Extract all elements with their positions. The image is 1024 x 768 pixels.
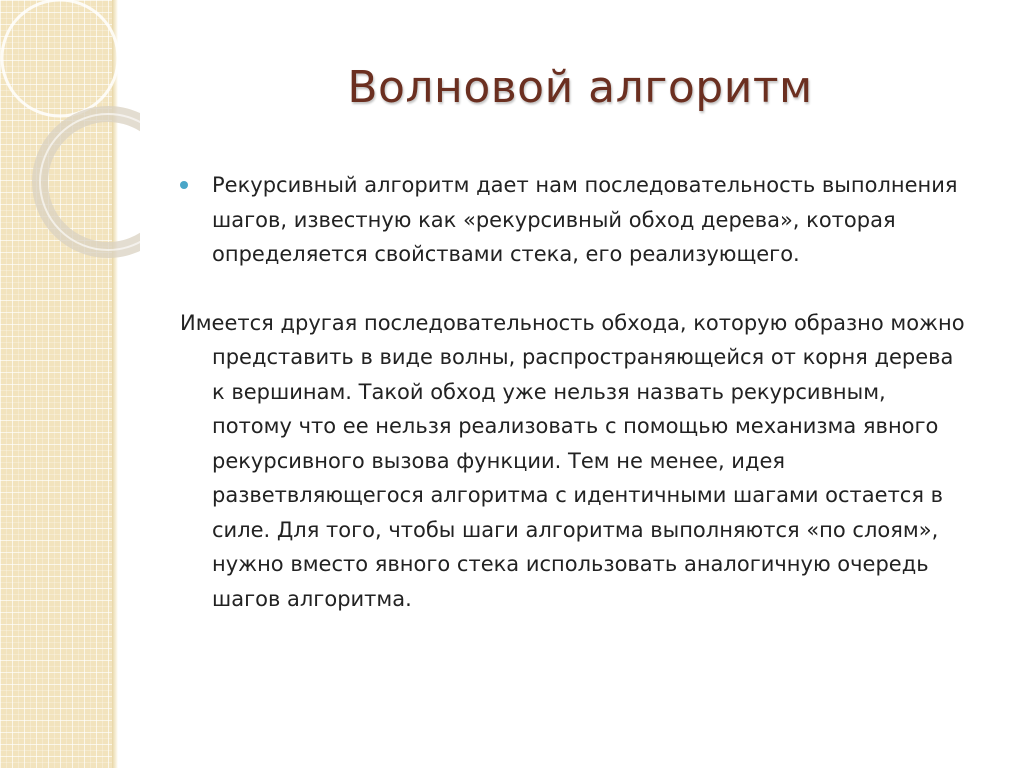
bullet-text: Рекурсивный алгоритм дает нам последовательность выполнения шагов, известную как «рекурсивный обход дерева», которая определяется свойствами стека, его реализующего.	[212, 173, 958, 266]
bullet-paragraph	[180, 168, 970, 272]
body-paragraph	[180, 306, 970, 617]
decorative-rings-icon	[0, 0, 140, 260]
body-text: Имеется другая последовательность обхода, которую образно можно представить в виде волны, распространяющейся от корня дерева к вершинам. Такой обход уже нельзя назвать рекурсивным, потому что ее нельзя реализовать с помощью механизма явного рекурсивного вызова функции. Тем не менее, идея разветвляющегося алгоритма с идентичными шагами остается в силе. Для того, чтобы шаги алгоритма выполняются «по слоям», нужно вместо явного стека использовать аналогичную очередь шагов алгоритма.	[180, 310, 965, 611]
slide-title: Волновой алгоритм	[347, 62, 813, 113]
bullet-icon	[180, 181, 188, 189]
slide-content	[180, 168, 970, 616]
